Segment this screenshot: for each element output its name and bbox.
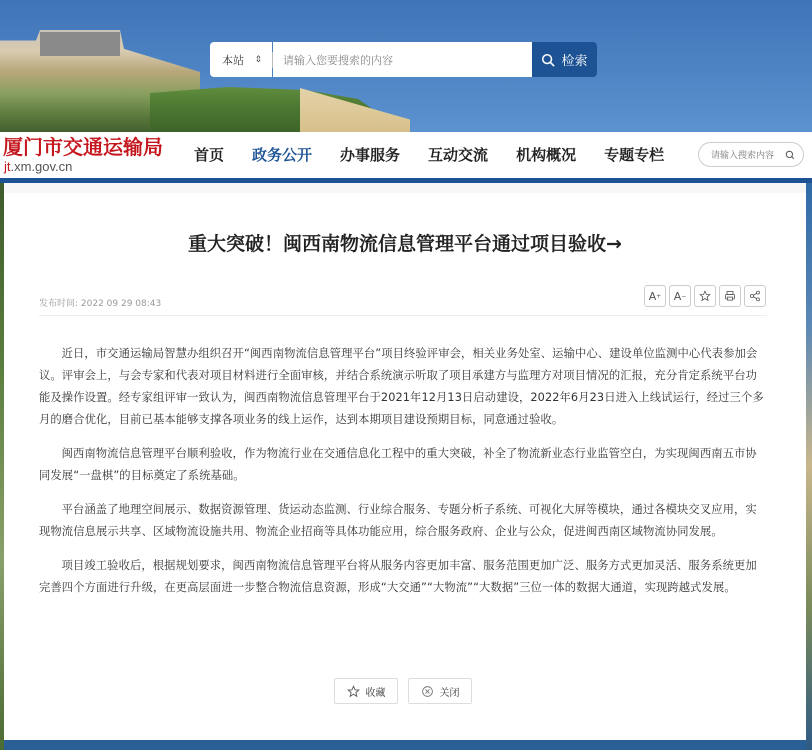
close-circle-icon: [421, 685, 434, 698]
bottom-favorite-button[interactable]: [334, 678, 398, 704]
close-label: 关闭: [439, 687, 460, 699]
share-button[interactable]: [744, 285, 766, 307]
star-icon: [699, 290, 711, 302]
search-button-label: 检索: [561, 54, 588, 69]
nav-search-placeholder: 请输入搜索内容: [711, 151, 775, 161]
search-button[interactable]: [532, 42, 597, 77]
nav-item-special-topics[interactable]: 专题专栏: [604, 146, 665, 164]
nav-item-government-affairs[interactable]: 政务公开: [252, 146, 313, 164]
site-logo[interactable]: 厦门市交通运输局: [3, 135, 163, 159]
article-actions: [334, 678, 472, 704]
meta-divider: [39, 315, 767, 316]
search-placeholder: 请输入您要搜索的内容: [283, 53, 393, 67]
article-paragraph: 项目竣工验收后，根据规划要求，闽西南物流信息管理平台将从服务内容更加丰富、服务范围更加广泛、服务方式更加灵活、服务系统更加完善四个方面进行升级，在更高层面进一步整合物流信息资源，形成“大交通”“大物流”“大数据”三位一体的数据大通道，实现跨越式发展。: [39, 559, 757, 594]
publish-time: 发布时间: 2022 09 29 08:43: [39, 299, 162, 309]
site-search-bar: [210, 42, 597, 77]
site-header: [0, 132, 812, 178]
article-body: [39, 343, 767, 611]
nav-item-organization[interactable]: 机构概况: [516, 146, 577, 164]
printer-icon: [724, 290, 736, 302]
favorite-label: 收藏: [365, 687, 386, 699]
favorite-button[interactable]: [694, 285, 716, 307]
search-input[interactable]: [273, 42, 532, 77]
article-tools: [644, 285, 766, 307]
print-button[interactable]: [719, 285, 741, 307]
card-top-strip: [4, 183, 806, 193]
nav-item-services[interactable]: 办事服务: [340, 146, 401, 164]
article-title: 重大突破！闽西南物流信息管理平台通过项目验收→: [188, 233, 622, 255]
main-nav: [194, 144, 692, 166]
article-card: [4, 183, 806, 740]
banner-right-edge: [806, 180, 812, 750]
search-icon[interactable]: [785, 150, 795, 160]
search-icon: [541, 53, 555, 67]
article-paragraph: 闽西南物流信息管理平台顺利验收，作为物流行业在交通信息化工程中的重大突破，补全了物流新业态行业监管空白，为实现闽西南五市协同发展“一盘棋”的目标奠定了系统基础。: [39, 447, 757, 482]
select-arrows-icon: ⇕: [254, 54, 262, 65]
banner-beach-image: [300, 88, 410, 133]
site-url: jt.xm.gov.cn: [4, 159, 73, 174]
nav-item-home[interactable]: 首页: [194, 146, 225, 164]
font-decrease-button[interactable]: A −: [669, 285, 691, 307]
font-increase-button[interactable]: A +: [644, 285, 666, 307]
article-paragraph: 平台涵盖了地理空间展示、数据资源管理、货运动态监测、行业综合服务、专题分析子系统、可视化大屏等模块，通过各模块交叉应用，实现物流信息展示共享、区域物流设施共用、物流企业招商等具体功能应用，综合服务政府、企业与公众，促进闽西南区域物流协同发展。: [39, 503, 757, 538]
nav-item-interaction[interactable]: 互动交流: [428, 146, 489, 164]
star-icon: [347, 685, 360, 698]
search-scope-label: 本站: [222, 53, 244, 67]
close-button[interactable]: [408, 678, 472, 704]
search-scope-select[interactable]: [210, 42, 272, 77]
share-icon: [749, 290, 761, 302]
nav-search-input[interactable]: [698, 142, 804, 167]
article-paragraph: 近日，市交通运输局智慧办组织召开“闽西南物流信息管理平台”项目终验评审会，相关业务处室、运输中心、建设单位监测中心代表参加会议。评审会上，与会专家和代表对项目材料进行全面审核，并结合系统演示听取了项目承建方与监理方对项目情况的汇报，充分肯定系统平台功能及操作设置。经专家组评审一致认为，闽西南物流信息管理平台于2021年12月13日启动建设，2022年6月23日进入上线试运行，经过三个多月的磨合优化，目前已基本能够支撑各项业务的线上运作，达到本期项目建设预期目标，同意通过验收。: [39, 347, 764, 426]
